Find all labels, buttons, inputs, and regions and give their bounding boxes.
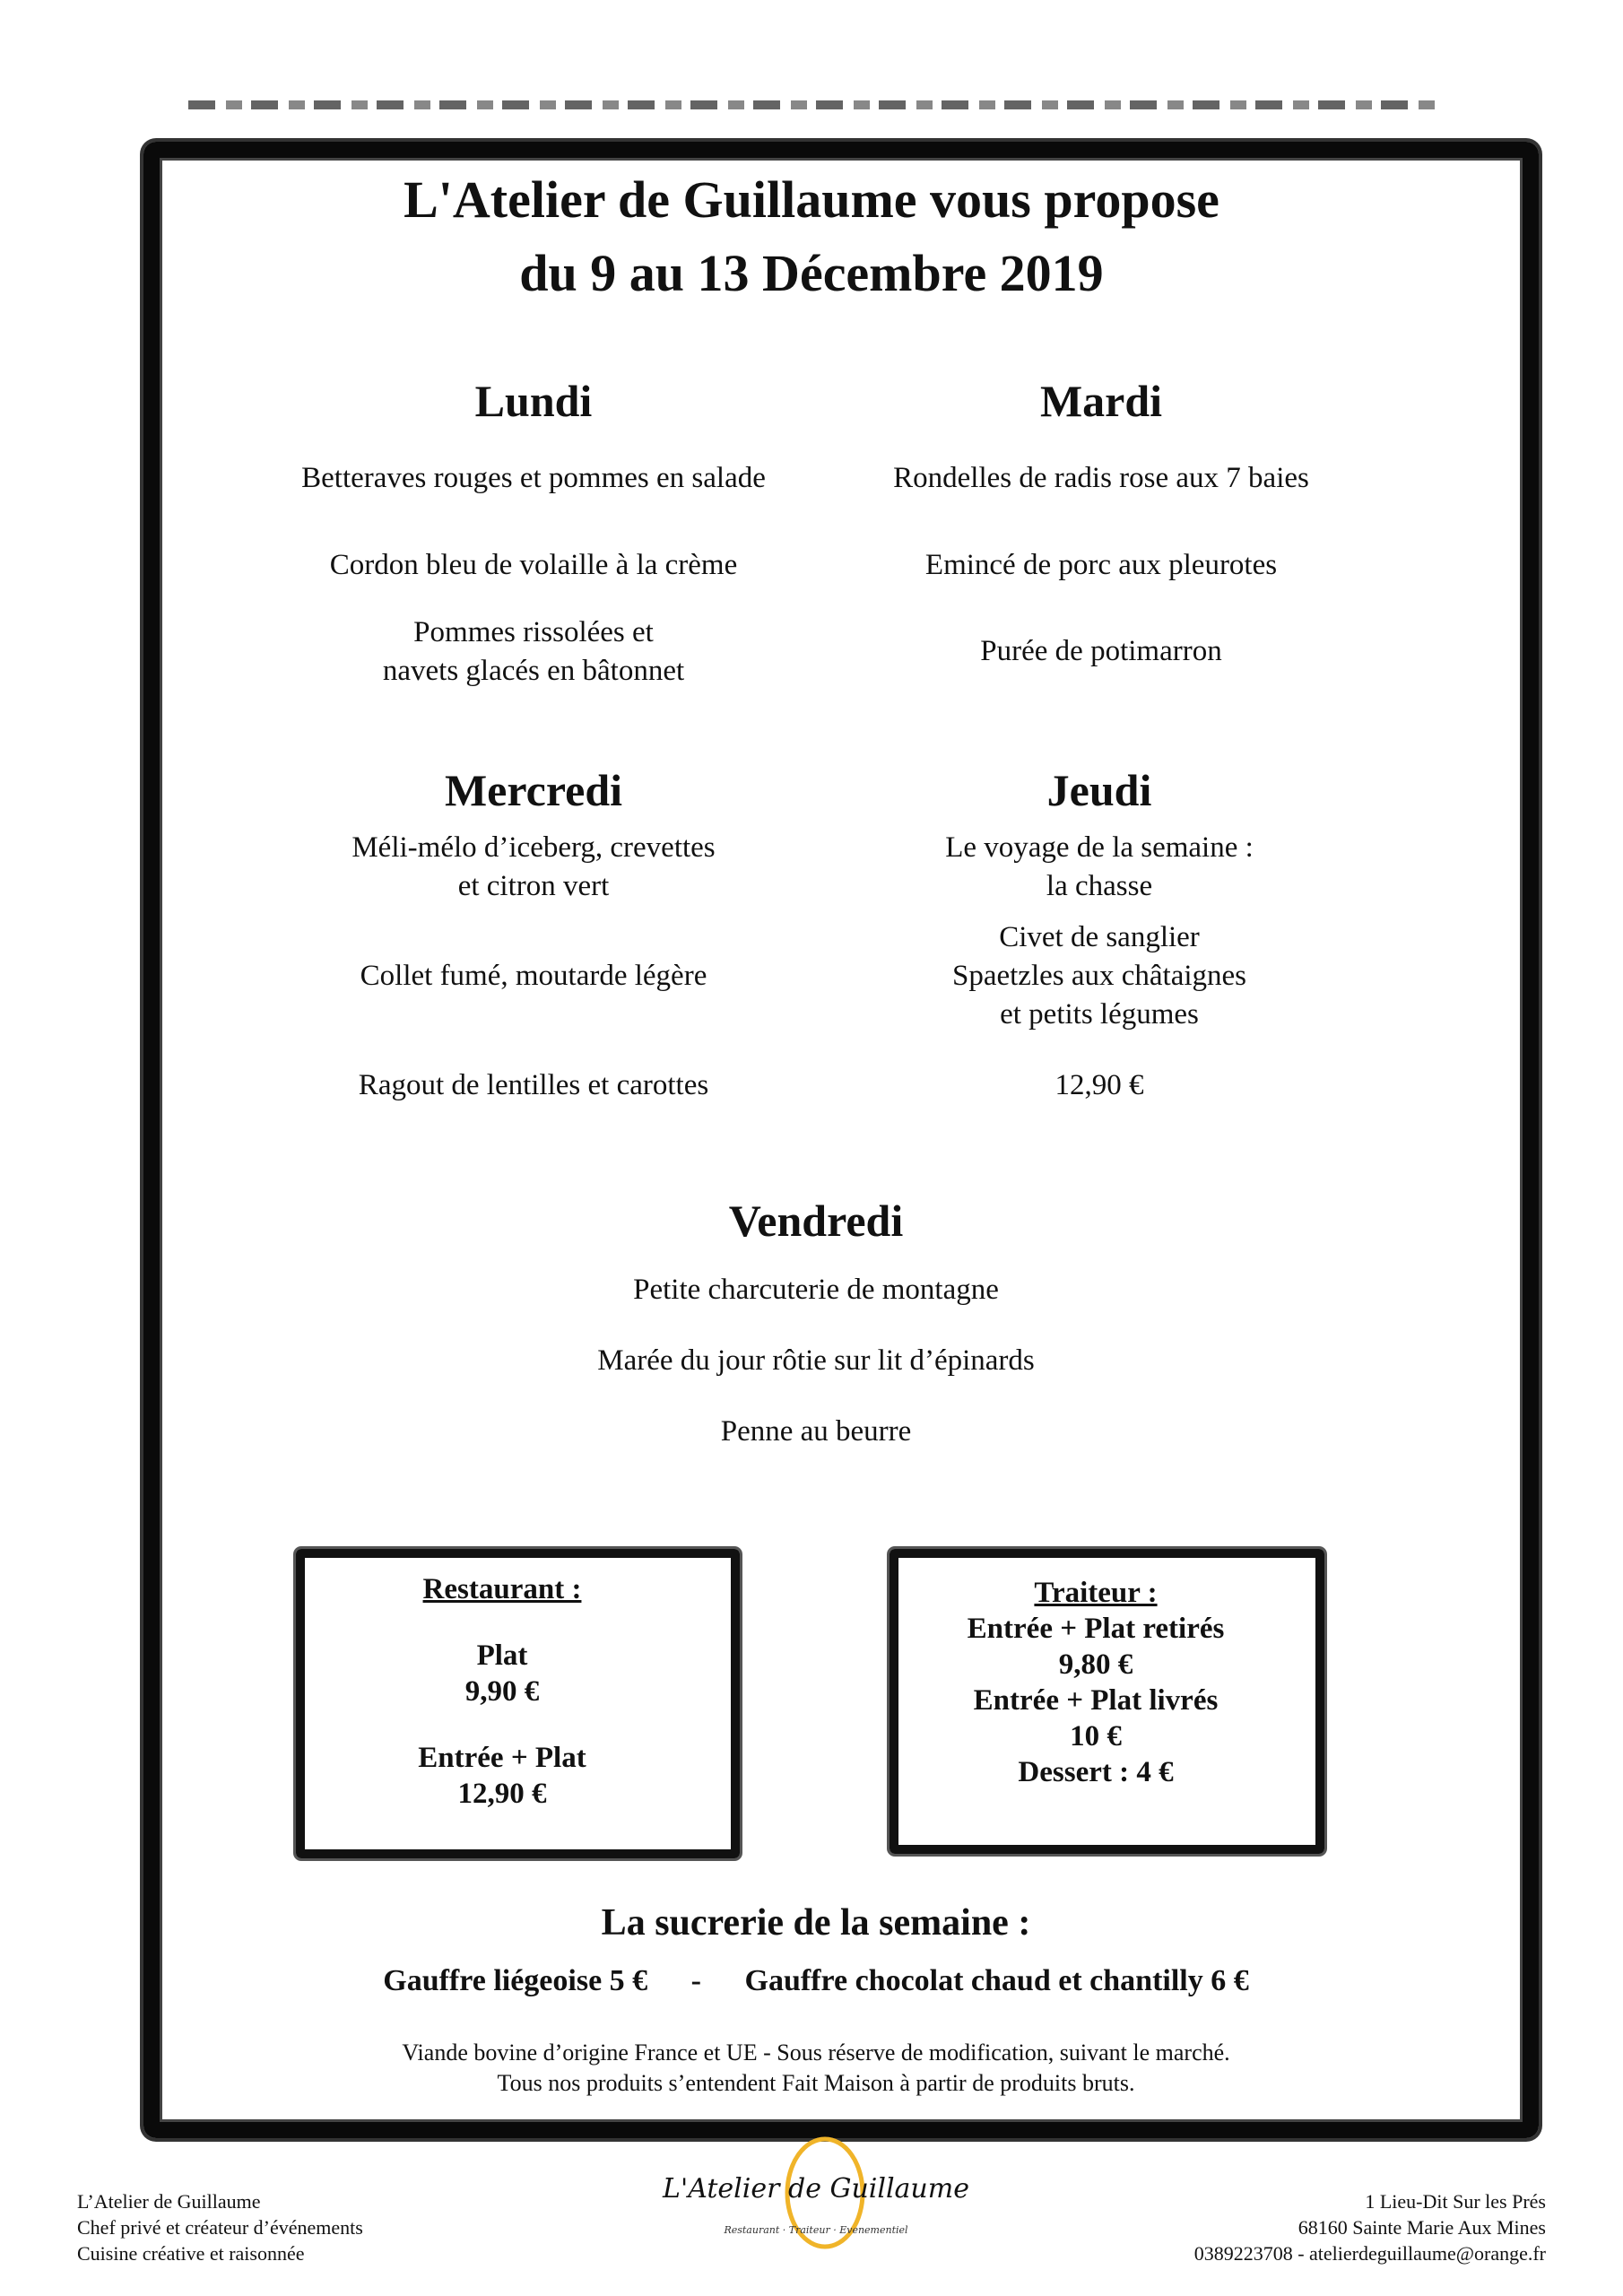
menu-item: Pommes rissolées et xyxy=(413,616,654,648)
menu-price: 12,90 € xyxy=(1055,1069,1144,1101)
day-heading-mercredi: Mercredi xyxy=(444,765,623,815)
menu-item: Purée de potimarron xyxy=(980,635,1222,667)
footer-line: L’Atelier de Guillaume xyxy=(77,2190,261,2213)
title-line-2: du 9 au 13 Décembre 2019 xyxy=(519,244,1104,302)
menu-item: Petite charcuterie de montagne xyxy=(633,1274,999,1306)
footer-left xyxy=(77,2188,363,2266)
menu-item: Cordon bleu de volaille à la crème xyxy=(329,549,738,581)
logo-wordmark: L'Atelier de Guillaume xyxy=(663,2173,969,2205)
menu-item: et citron vert xyxy=(457,870,610,902)
price-label: Plat xyxy=(476,1639,528,1672)
restaurant-box-content xyxy=(418,1571,586,1812)
footer-line: Cuisine créative et raisonnée xyxy=(77,2242,305,2265)
menu-item: Penne au beurre xyxy=(720,1415,912,1448)
price-label: Entrée + Plat xyxy=(418,1742,586,1774)
menu-item: Marée du jour rôtie sur lit d’épinards xyxy=(597,1344,1035,1377)
title-line-1: L'Atelier de Guillaume vous propose xyxy=(404,170,1219,229)
price-value: 10 € xyxy=(1070,1720,1122,1752)
note-line: Viande bovine d’origine France et UE - Sous réserve de modification, suivant le marché. xyxy=(402,2039,1230,2066)
note-line: Tous nos produits s’entendent Fait Maison à partir de produits bruts. xyxy=(497,2070,1135,2096)
menu-item: navets glacés en bâtonnet xyxy=(382,655,685,687)
menu-item: Betteraves rouges et pommes en salade xyxy=(301,462,766,494)
price-value: 9,90 € xyxy=(464,1675,540,1708)
menu-item: Collet fumé, moutarde légère xyxy=(360,960,707,992)
menu-item: et petits légumes xyxy=(1000,998,1199,1031)
price-value: 12,90 € xyxy=(457,1778,547,1810)
traiteur-box-content xyxy=(968,1575,1225,1790)
day-heading-lundi: Lundi xyxy=(474,376,593,426)
day-heading-jeudi: Jeudi xyxy=(1046,765,1152,815)
footer-line: Chef privé et créateur d’événements xyxy=(77,2216,363,2239)
atelier-logo xyxy=(663,2135,969,2260)
price-label: Entrée + Plat livrés xyxy=(973,1684,1219,1717)
menu-item: Le voyage de la semaine : xyxy=(945,831,1254,864)
footer-contact: 0389223708 - atelierdeguillaume@orange.fr xyxy=(1193,2242,1546,2265)
day-heading-vendredi: Vendredi xyxy=(728,1196,904,1246)
menu-item: Civet de sanglier xyxy=(999,921,1200,953)
price-value: 9,80 € xyxy=(1058,1648,1133,1681)
menu-item: Rondelles de radis rose aux 7 baies xyxy=(893,462,1309,494)
restaurant-heading: Restaurant : xyxy=(422,1573,582,1605)
traiteur-heading: Traiteur : xyxy=(1034,1577,1158,1609)
separator: - xyxy=(690,1964,702,1997)
day-heading-mardi: Mardi xyxy=(1039,376,1163,426)
menu-item: Spaetzles aux châtaignes xyxy=(951,960,1247,992)
dessert-price: Dessert : 4 € xyxy=(1018,1756,1174,1788)
page-title xyxy=(404,163,1219,310)
menu-item: Emincé de porc aux pleurotes xyxy=(924,549,1278,581)
sweet-items xyxy=(383,1964,1248,1998)
price-label: Entrée + Plat retirés xyxy=(967,1613,1225,1645)
notes xyxy=(402,2038,1229,2099)
logo-tagline: Restaurant · Traiteur · Evenementiel xyxy=(724,2224,908,2236)
sweet-item: Gauffre chocolat chaud et chantilly 6 € xyxy=(744,1964,1249,1997)
menu-item: Méli-mélo d’iceberg, crevettes xyxy=(352,831,716,864)
sweet-item: Gauffre liégeoise 5 € xyxy=(383,1964,648,1997)
menu-item: Ragout de lentilles et carottes xyxy=(358,1069,709,1101)
footer-city: 68160 Sainte Marie Aux Mines xyxy=(1298,2216,1546,2239)
footer-address: 1 Lieu-Dit Sur les Prés xyxy=(1365,2190,1546,2213)
footer-right xyxy=(1194,2188,1546,2266)
menu-item: la chasse xyxy=(1046,870,1153,902)
decorative-brush-strip xyxy=(188,100,1444,109)
sweet-heading: La sucrerie de la semaine : xyxy=(601,1902,1031,1944)
